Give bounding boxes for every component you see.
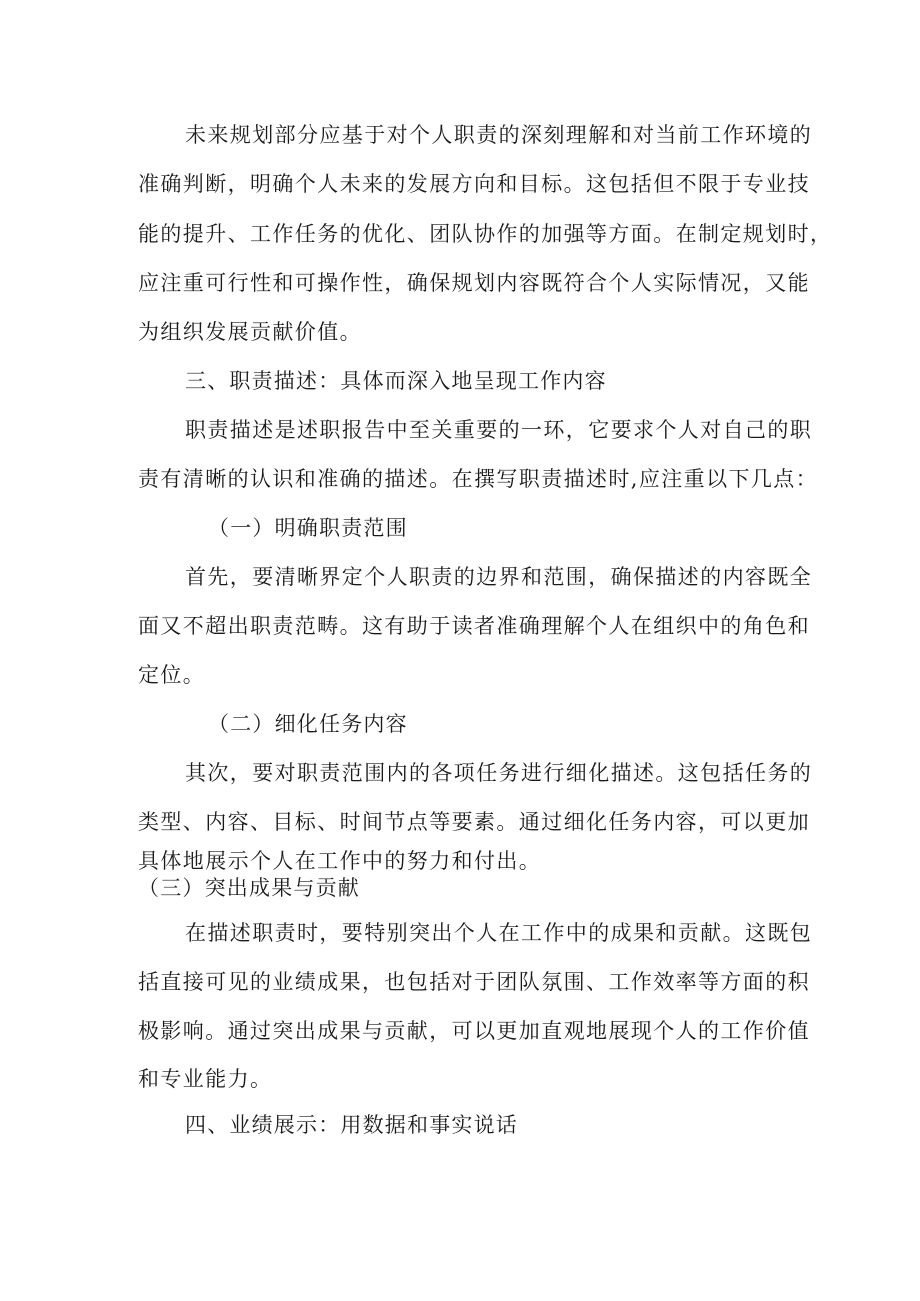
paragraph-achievements-line-3: 极影响。通过突出成果与贡献，可以更加直观地展现个人的工作价值 [138, 1019, 810, 1043]
paragraph-future-plan-line-2: 准确判断，明确个人未来的发展方向和目标。这包括但不限于专业技 [138, 172, 810, 196]
paragraph-tasks-line-3: 具体地展示个人在工作中的努力和付出。 [138, 849, 542, 873]
subsection-1-heading: （一）明确职责范围 [208, 516, 408, 540]
paragraph-scope-line-2: 面又不超出职责范畴。这有助于读者准确理解个人在组织中的角色和 [138, 614, 810, 638]
paragraph-achievements-line-2: 括直接可见的业绩成果，也包括对于团队氛围、工作效率等方面的积 [138, 970, 810, 994]
paragraph-duty-description-line-2: 责有清晰的认识和准确的描述。在撰写职责描述时,应注重以下几点： [138, 467, 819, 491]
paragraph-future-plan-line-1: 未来规划部分应基于对个人职责的深刻理解和对当前工作环境的 [185, 123, 813, 147]
paragraph-tasks-line-2: 类型、内容、目标、时间节点等要素。通过细化任务内容，可以更加 [138, 810, 810, 834]
section-4-heading: 四、业绩展示：用数据和事实说话 [185, 1113, 518, 1137]
paragraph-scope-line-1: 首先，要清晰界定个人职责的边界和范围，确保描述的内容既全 [185, 565, 813, 589]
subsection-2-heading: （二）细化任务内容 [208, 712, 408, 736]
subsection-3-heading: （三）突出成果与贡献 [138, 876, 360, 900]
paragraph-achievements-line-4: 和专业能力。 [138, 1067, 273, 1091]
paragraph-future-plan-line-4: 应注重可行性和可操作性，确保规划内容既符合个人实际情况，又能 [138, 271, 810, 295]
paragraph-future-plan-line-3: 能的提升、工作任务的优化、团队协作的加强等方面。在制定规划时， [138, 222, 833, 246]
paragraph-achievements-line-1: 在描述职责时，要特别突出个人在工作中的成果和贡献。这既包 [185, 921, 813, 945]
section-3-heading: 三、职责描述：具体而深入地呈现工作内容 [185, 369, 607, 393]
paragraph-future-plan-line-5: 为组织发展贡献价值。 [138, 320, 362, 344]
paragraph-scope-line-3: 定位。 [138, 663, 206, 687]
paragraph-duty-description-line-1: 职责描述是述职报告中至关重要的一环，它要求个人对自己的职 [185, 418, 813, 442]
paragraph-tasks-line-1: 其次，要对职责范围内的各项任务进行细化描述。这包括任务的 [185, 761, 813, 785]
